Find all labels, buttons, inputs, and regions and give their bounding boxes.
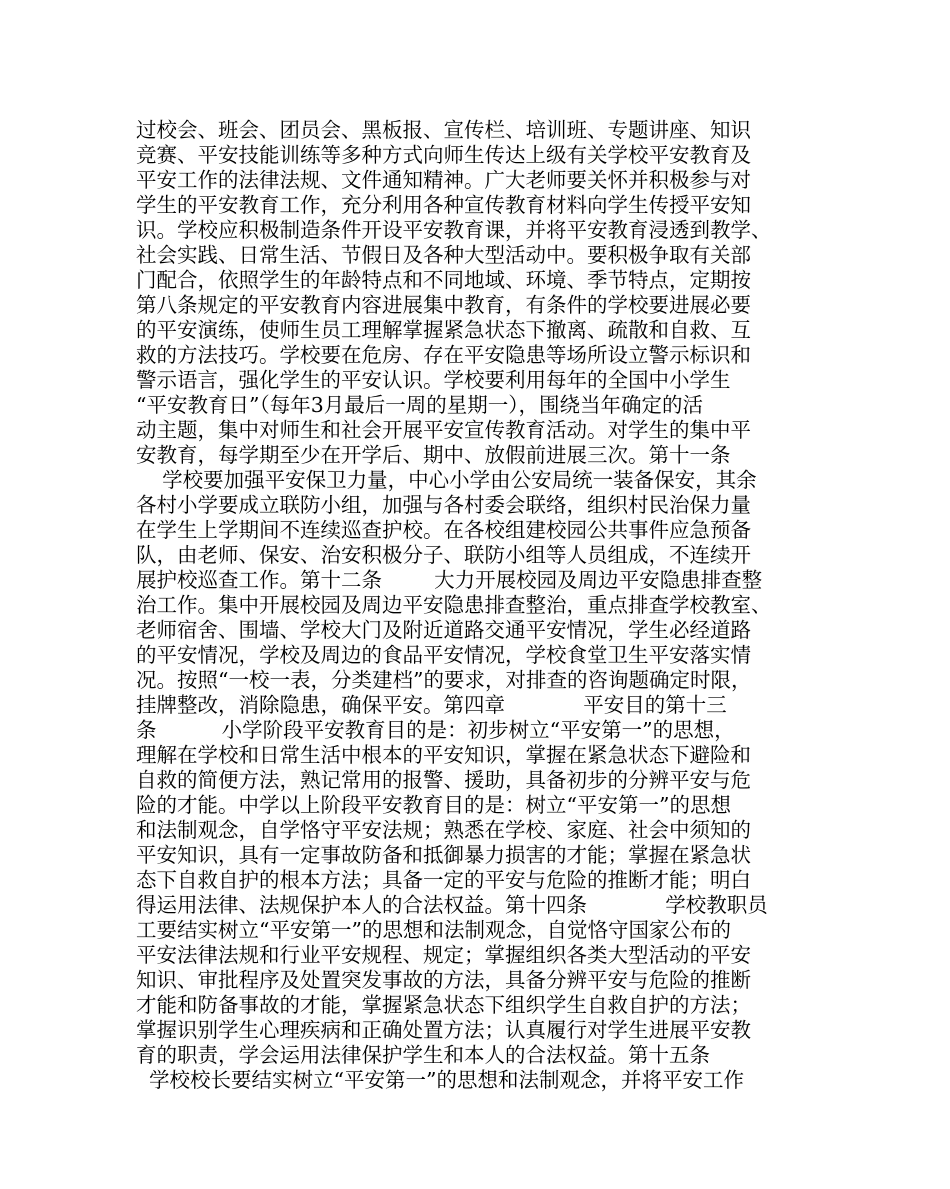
text-line: 平安法律法规和行业平安规程、规定；掌握组织各类大型活动的平安	[136, 943, 751, 967]
text-line: 自救的简便方法，熟记常用的报警、援助，具备初步的分辨平安与危	[136, 768, 751, 792]
text-line: 队，由老师、保安、治安积极分子、联防小组等人员组成，不连续开	[136, 543, 751, 567]
text-line: 学生的平安教育工作，充分利用各种宣传教育材料向学生传授平安知	[136, 193, 751, 217]
text-line: 竞赛、平安技能训练等多种方式向师生传达上级有关学校平安教育及	[136, 143, 751, 167]
text-line: 和法制观念，自学恪守平安法规；熟悉在学校、家庭、社会中须知的	[136, 818, 751, 842]
text-line: 学校校长要结实树立“平安第一”的思想和法制观念，并将平安工作	[136, 1068, 744, 1092]
text-line: 过校会、班会、团员会、黑板报、宣传栏、培训班、专题讲座、知识	[136, 118, 751, 142]
text-line: 才能和防备事故的才能，掌握紧急状态下组织学生自救自护的方法；	[136, 993, 751, 1017]
text-line: 识。学校应积极制造条件开设平安教育课，并将平安教育浸透到教学、	[136, 218, 772, 242]
text-line: 动主题，集中对师生和社会开展平安宣传教育活动。对学生的集中平	[136, 418, 751, 442]
text-line: 门配合，依照学生的年龄特点和不同地域、环境、季节特点，定期按	[136, 268, 751, 292]
text-line: 治工作。集中开展校园及周边平安隐患排查整治，重点排查学校教室、	[136, 593, 772, 617]
text-line: 挂牌整改，消除隐患，确保平安。第四章 平安目的第十三	[136, 693, 727, 717]
text-line: 知识、审批程序及处置突发事故的方法，具备分辨平安与危险的推断	[136, 968, 751, 992]
text-line: 况。按照“一校一表，分类建档”的要求，对排查的咨询题确定时限，	[136, 668, 752, 692]
text-line: 各村小学要成立联防小组，加强与各村委会联络，组织村民治保力量	[136, 493, 751, 517]
text-line: 救的方法技巧。学校要在危房、存在平安隐患等场所设立警示标识和	[136, 343, 751, 367]
text-line: 展护校巡查工作。第十二条 大力开展校园及周边平安隐患排查整	[136, 568, 763, 592]
text-line: 工要结实树立“平安第一”的思想和法制观念，自觉恪守国家公布的	[136, 918, 731, 942]
text-line: 理解在学校和日常生活中根本的平安知识，掌握在紧急状态下避险和	[136, 743, 751, 767]
text-line: 社会实践、日常生活、节假日及各种大型活动中。要积极争取有关部	[136, 243, 751, 267]
text-line: 得运用法律、法规保护本人的合法权益。第十四条 学校教职员	[136, 893, 768, 917]
text-line: 平安工作的法律法规、文件通知精神。广大老师要关怀并积极参与对	[136, 168, 751, 192]
text-line: 的平安演练，使师生员工理解掌握紧急状态下撤离、疏散和自救、互	[136, 318, 751, 342]
text-line: 平安知识，具有一定事故防备和抵御暴力损害的才能；掌握在紧急状	[136, 843, 751, 867]
text-line: 态下自救自护的根本方法；具备一定的平安与危险的推断才能；明白	[136, 868, 751, 892]
text-line: 在学生上学期间不连续巡查护校。在各校组建校园公共事件应急预备	[136, 518, 751, 542]
text-line: 警示语言，强化学生的平安认识。学校要利用每年的全国中小学生	[136, 368, 731, 392]
text-line: 第八条规定的平安教育内容进展集中教育，有条件的学校要进展必要	[136, 293, 751, 317]
body-text	[136, 118, 826, 1093]
text-line: 老师宿舍、围墙、学校大门及附近道路交通平安情况，学生必经道路	[136, 618, 751, 642]
text-line: 掌握识别学生心理疾病和正确处置方法；认真履行对学生进展平安教	[136, 1018, 751, 1042]
text-line: 学校要加强平安保卫力量，中心小学由公安局统一装备保安，其余	[136, 468, 757, 492]
text-line: 条 小学阶段平安教育目的是：初步树立“平安第一”的思想，	[136, 718, 735, 742]
text-line: 的平安情况，学校及周边的食品平安情况，学校食堂卫生平安落实情	[136, 643, 751, 667]
text-line: 险的才能。中学以上阶段平安教育目的是：树立“平安第一”的思想	[136, 793, 731, 817]
text-line: 安教育，每学期至少在开学后、期中、放假前进展三次。第十一条	[136, 443, 731, 467]
text-line: “平安教育日”（每年3月最后一周的星期一），围绕当年确定的活	[136, 393, 704, 417]
text-line: 育的职责，学会运用法律保护学生和本人的合法权益。第十五条	[136, 1043, 710, 1067]
